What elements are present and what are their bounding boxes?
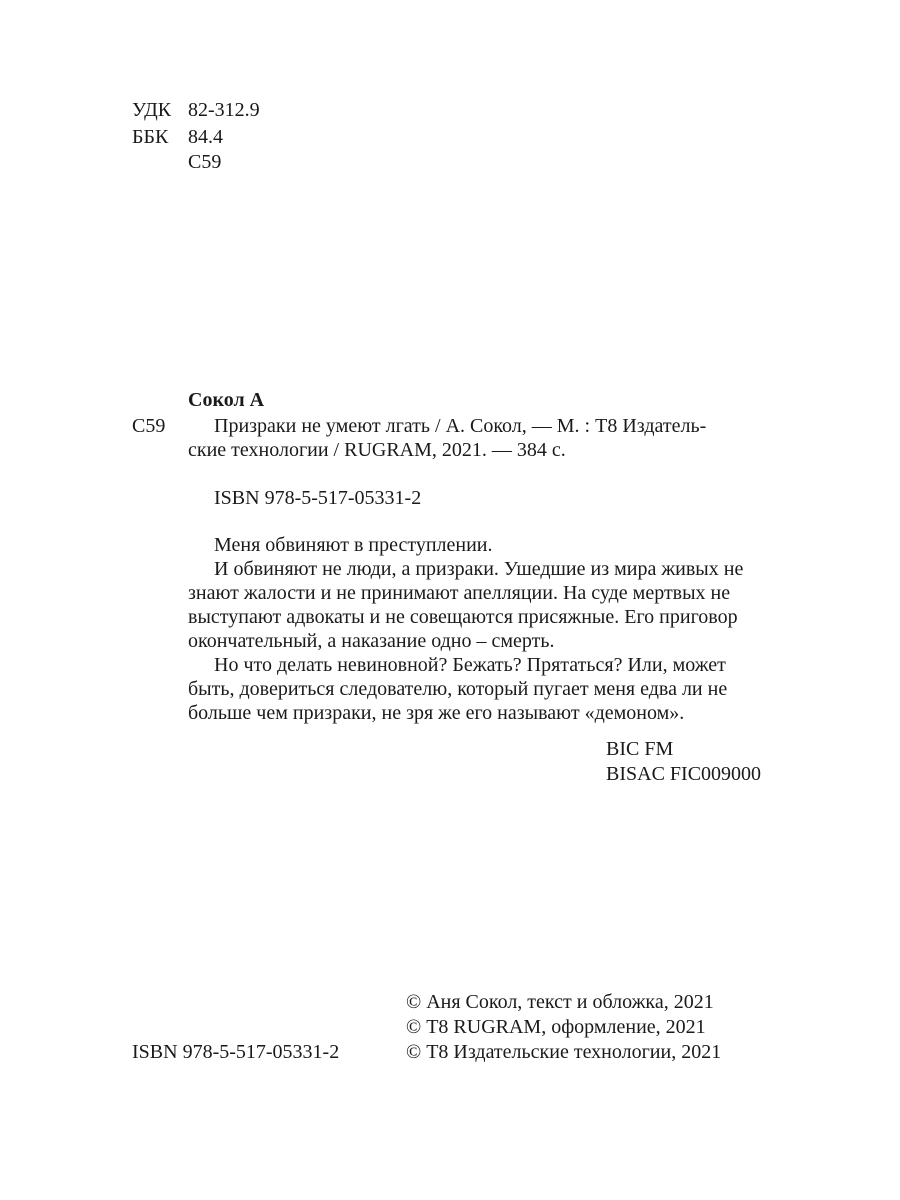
copyright-line: © Аня Сокол, текст и обложка, 2021 xyxy=(406,991,714,1013)
udk-value: 82-312.9 xyxy=(188,99,260,121)
annotation-line: быть, довериться следователю, который пугает меня едва ли не xyxy=(188,678,728,700)
bbk-value: 84.4 xyxy=(188,126,223,148)
annotation-line: Но что делать невиновной? Бежать? Прятаться? Или, может xyxy=(214,654,726,676)
record-code: С59 xyxy=(132,415,166,437)
record-isbn: ISBN 978-5-517-05331-2 xyxy=(214,487,422,509)
copyright-line: © Т8 RUGRAM, оформление, 2021 xyxy=(406,1016,706,1038)
annotation xyxy=(188,533,778,725)
author-code: С59 xyxy=(188,151,222,173)
record-description-line2: ские технологии / RUGRAM, 2021. — 384 с. xyxy=(188,439,566,461)
annotation-line: выступают адвокаты и не совещаются присяжные. Его приговор xyxy=(188,606,738,628)
copyright-line: © Т8 Издательские технологии, 2021 xyxy=(406,1041,722,1063)
udk-label: УДК xyxy=(132,99,172,121)
annotation-line: И обвиняют не люди, а призраки. Ушедшие из мира живых не xyxy=(214,558,744,580)
annotation-line: Меня обвиняют в преступлении. xyxy=(214,534,493,556)
record-description-line1: Призраки не умеют лгать / А. Сокол, — М. : Т8 Издатель- xyxy=(214,415,707,437)
footer-isbn: ISBN 978-5-517-05331-2 xyxy=(132,1041,340,1063)
bbk-label: ББК xyxy=(132,126,169,148)
annotation-line: знают жалости и не принимают апелляции. На суде мертвых не xyxy=(188,582,731,604)
annotation-line: больше чем призраки, не зря же его называют «демоном». xyxy=(188,702,685,724)
bic-code: BIC FM xyxy=(606,738,674,760)
bisac-code: BISAC FIC009000 xyxy=(606,763,762,785)
author-name: Сокол А xyxy=(188,389,265,411)
annotation-line: окончательный, а наказание одно – смерть. xyxy=(188,630,555,652)
